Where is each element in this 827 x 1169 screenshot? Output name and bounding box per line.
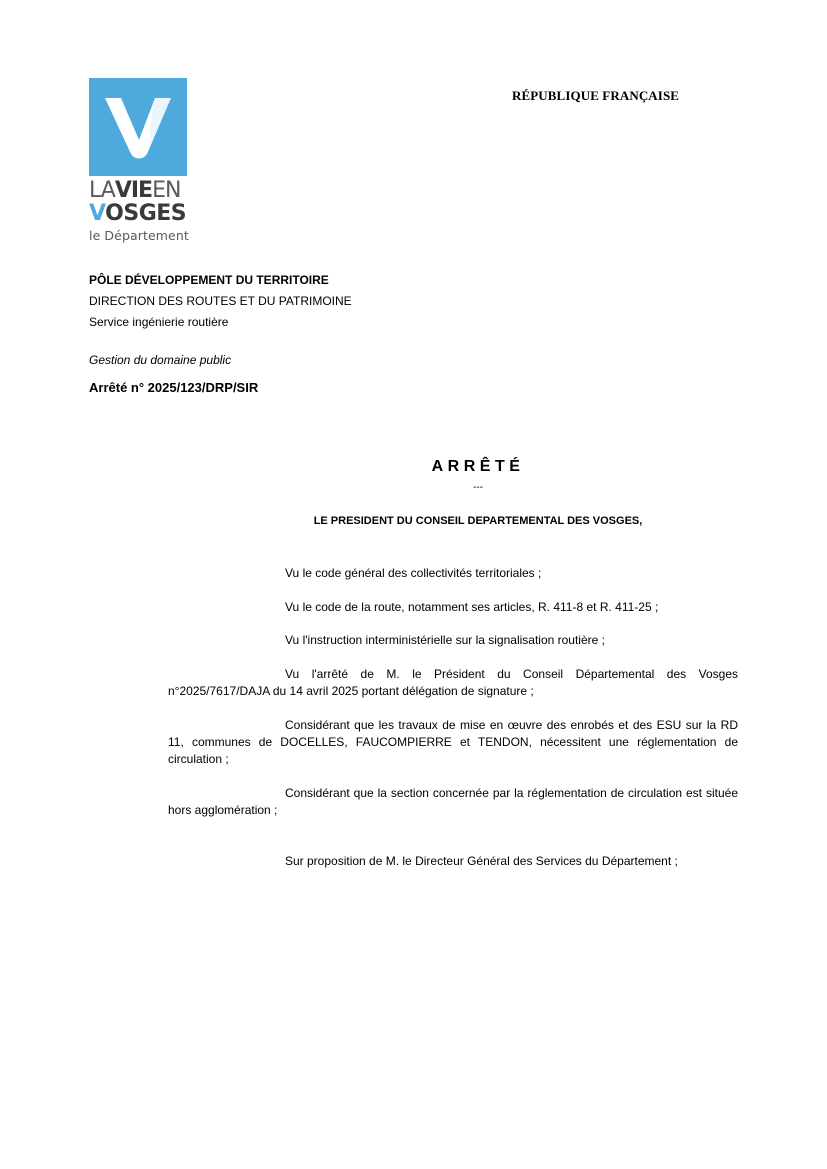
paragraph-vu-cgct: Vu le code général des collectivités territoriales ; bbox=[285, 566, 542, 580]
paragraph-vu-arrete-delegation: Vu l'arrêté de M. le Président du Conseil Départemental des Vosges n°2025/7617/DAJA du 14 avril 2025 portant délégation de signature ; bbox=[168, 667, 738, 698]
arrete-number: Arrêté n° 2025/123/DRP/SIR bbox=[89, 380, 259, 395]
document-title: ARRÊTÉ bbox=[431, 458, 525, 475]
logo-line-vosges: VOSGES bbox=[89, 201, 187, 226]
logo-v-mark bbox=[89, 78, 187, 176]
paragraph-considerant-hors-agglomeration: Considérant que la section concernée par la réglementation de circulation est située hors agglomération ; bbox=[168, 786, 738, 817]
department-logo bbox=[89, 78, 189, 246]
republique-francaise-heading: RÉPUBLIQUE FRANÇAISE bbox=[512, 88, 680, 103]
paragraph-vu-code-route: Vu le code de la route, notamment ses articles, R. 411-8 et R. 411-25 ; bbox=[285, 600, 659, 614]
service-heading: Service ingénierie routière bbox=[89, 315, 229, 329]
paragraph-sur-proposition: Sur proposition de M. le Directeur Général des Services du Département ; bbox=[285, 854, 678, 868]
president-heading: LE PRESIDENT DU CONSEIL DEPARTEMENTAL DES VOSGES, bbox=[313, 515, 643, 527]
title-separator: --- bbox=[473, 482, 483, 493]
paragraph-considerant-travaux: Considérant que les travaux de mise en œuvre des enrobés et des ESU sur la RD 11, communes de DOCELLES, FAUCOMPIERRE et TENDON, nécessitent une réglementation de circulation ; bbox=[168, 718, 738, 766]
paragraph-vu-instruction: Vu l'instruction interministérielle sur la signalisation routière ; bbox=[285, 633, 605, 647]
pole-heading: PÔLE DÉVELOPPEMENT DU TERRITOIRE bbox=[89, 273, 329, 287]
logo-line-le-departement: le Département bbox=[89, 228, 189, 243]
direction-heading: DIRECTION DES ROUTES ET DU PATRIMOINE bbox=[89, 294, 352, 308]
logo-line-la-vie-en: LAVIEEN bbox=[89, 178, 181, 203]
v-letter-icon bbox=[89, 78, 187, 176]
gestion-subheading: Gestion du domaine public bbox=[89, 353, 232, 367]
